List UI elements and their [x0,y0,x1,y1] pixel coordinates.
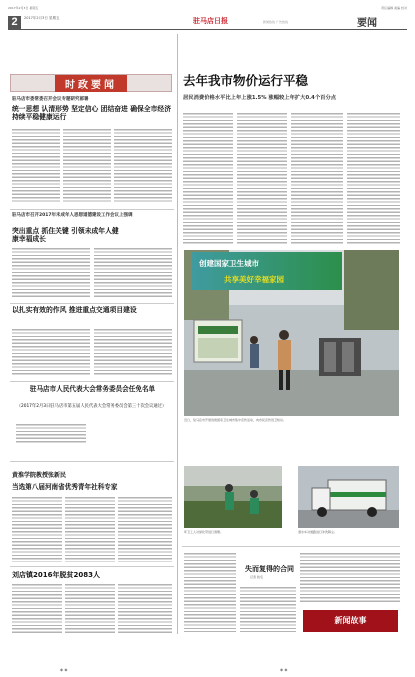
separator [10,566,174,567]
footer-mark: ◆ ◆ [280,667,288,672]
page-number: 2 [8,16,21,29]
column-divider [177,34,178,634]
section-title: 要闻 [357,18,377,29]
lead-col3 [291,112,343,244]
top-info-left: 2017年2月3日 星期五 [8,6,39,10]
story2-headline: 突出重点 抓住关键 引领未成年人健康幸福成长 [12,227,119,243]
story1-col3 [114,128,172,204]
separator [10,303,174,304]
right-bottom-col1 [184,552,236,632]
story3-col1 [12,328,90,376]
top-info-right: 责任编辑 美编 校对 [381,6,407,10]
photo-truck [298,466,399,528]
banner-text-2: 共享美好幸福家园 [224,275,284,284]
story-title: 失而复得的合同 [245,565,294,573]
story6-headline: 刘店镇2016年脱贫2083人 [12,571,100,579]
story1-col1 [12,128,60,204]
section-badge: 时政要闻 [10,74,172,92]
separator [10,461,174,462]
story5-headline: 当选第八届河南省优秀青年社科专家 [12,483,118,491]
lead-col2 [237,112,287,244]
story3-headline: 以扎实有效的作风 推进重点交通项目建设 [12,306,137,314]
separator [10,381,174,382]
top-info-line [8,6,407,12]
story4-subhead: （2017年2月3日驻马店市第五届人民代表大会常务委员会第三十次会议通过） [16,404,167,409]
story1-col2 [63,128,111,204]
story3-col2 [94,328,172,376]
story6-col3 [118,583,172,633]
story1-headline: 统一思想 认清形势 坚定信心 团结奋进 确保全市经济持续平稳健康运行 [12,105,171,121]
story4-headline: 驻马店市人民代表大会常务委员会任免名单 [29,385,156,393]
main-photo [184,250,399,416]
story2-col1 [12,247,90,297]
masthead [8,14,407,30]
news-story-badge: 新闻故事 [303,610,398,632]
photo-cleaning-caption: 环卫工人对绿化带进行清理。 [184,530,224,534]
story4-list [16,423,86,443]
photo-truck-caption: 洒水车对道路进行冲洗降尘。 [298,530,338,534]
story5-col2 [65,496,115,562]
separator [182,546,400,547]
story1-kicker: 驻马店市委常委召开会议专题研究部署 [12,97,89,102]
story6-col1 [12,583,62,633]
story2-col2 [94,247,172,297]
newspaper-brand: 驻马店日报 [193,18,228,25]
masthead-tag: 新闻热线 广告热线 [263,20,288,24]
lead-col4 [347,112,400,244]
story6-col2 [65,583,115,633]
lead-headline: 去年我市物价运行平稳 [183,73,309,88]
story5-kicker: 黄淮学院教授张新民 [12,472,67,479]
main-photo-caption: 近日，驻马店市开展创建国家卫生城市集中宣传活动，向市民宣传创卫知识。 [184,418,287,422]
story-author: 记者 姓名 [250,575,263,579]
right-bottom-col2 [240,586,296,632]
right-bottom-col3 [300,552,400,604]
banner-text-1: 创建国家卫生城市 [199,259,259,268]
masthead-date: 2017年2月3日 星期五 [24,16,60,20]
lead-col1 [183,112,233,244]
story5-col1 [12,496,62,562]
story5-col3 [118,496,172,562]
lead-subhead: 居民消费价格水平比上年上涨1.5% 涨幅较上年扩大0.4个百分点 [183,95,337,101]
footer-mark: ◆ ◆ [60,667,68,672]
story2-kicker: 驻马店市召开2017年未成年人思想道德建设工作会议上强调 [12,213,133,218]
separator [10,209,174,210]
photo-cleaning [184,466,282,528]
